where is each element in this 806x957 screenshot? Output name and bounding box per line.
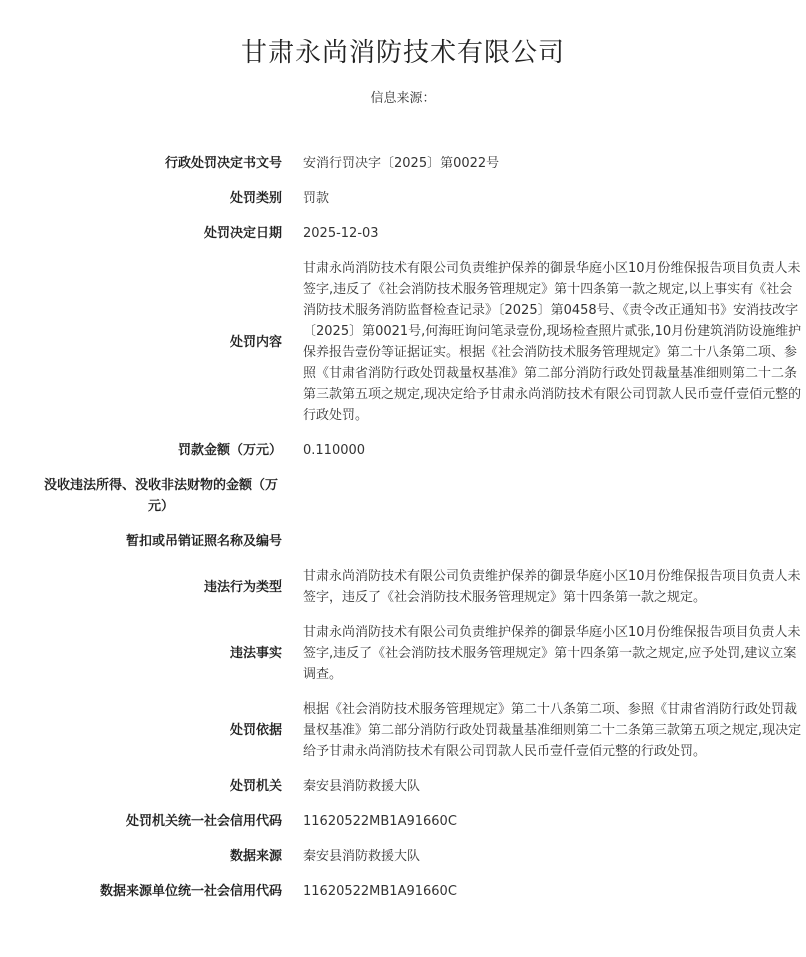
- field-value: 秦安县消防救援大队: [303, 779, 421, 794]
- field-value: 11620522MB1A91660C: [303, 814, 457, 829]
- field-value: 根据《社会消防技术服务管理规定》第二十八条第二项、参照《甘肃省消防行政处罚裁量权基准》第二部分消防行政处罚裁量基准细则第二十二条第三款第五项之规定,现决定给予甘肃永尚消防技术有限公司罚款人民币壹仟壹佰元整的行政处罚。: [303, 702, 802, 759]
- field-penalty-type: [0, 181, 806, 216]
- field-authority-credit-code: [0, 804, 806, 839]
- field-value: 2025-12-03: [303, 226, 379, 241]
- field-value: 甘肃永尚消防技术有限公司负责维护保养的御景华庭小区10月份维保报告项目负责人未签字,违反了《社会消防技术服务管理规定》第十四条第一款之规定,应予处罚,建议立案调查。: [303, 625, 801, 682]
- field-penalty-authority: [0, 769, 806, 804]
- field-value: 安消行罚决字〔2025〕第0022号: [303, 156, 500, 171]
- field-fine-amount: [0, 433, 806, 468]
- page-title: 甘肃永尚消防技术有限公司: [240, 38, 565, 68]
- field-violation-facts: [0, 615, 806, 692]
- field-label: 行政处罚决定书文号: [164, 156, 282, 171]
- record-fields: [0, 146, 806, 909]
- field-decision-number: [0, 146, 806, 181]
- field-penalty-content: [0, 251, 806, 433]
- field-penalty-basis: [0, 692, 806, 769]
- field-violation-type: [0, 559, 806, 615]
- field-label: 违法行为类型: [203, 579, 282, 595]
- field-license-revocation: [0, 524, 806, 559]
- field-value: 0.110000: [303, 443, 366, 458]
- field-label: 没收违法所得、没收非法财物的金额（万元）: [43, 478, 278, 514]
- field-value: 罚款: [303, 191, 330, 206]
- field-label: 处罚类别: [229, 191, 282, 206]
- field-value: 11620522MB1A91660C: [303, 884, 457, 899]
- field-value: 甘肃永尚消防技术有限公司负责维护保养的御景华庭小区10月份维保报告项目负责人未签字,违反了《社会消防技术服务管理规定》第十四条第一款之规定,以上事实有《社会消防技术服务消防监督检查记录》〔2025〕第0458号、《责令改正通知书》安消技改字〔2025〕第0021号,何海旺询问笔录壹份,现场检查照片贰张,10月份建筑消防设施维护保养报告壹份等证据证实。根据《社会消防技术服务管理规定》第二十八条第二项、参照《甘肃省消防行政处罚裁量权基准》第二部分消防行政处罚裁量基准细则第二十二条第三款第五项之规定,现决定给予甘肃永尚消防技术有限公司罚款人民币壹仟壹佰元整的行政处罚。: [303, 261, 802, 423]
- field-label: 处罚机关统一社会信用代码: [125, 814, 282, 829]
- field-label: 数据来源: [229, 849, 282, 864]
- field-label: 暂扣或吊销证照名称及编号: [125, 534, 282, 549]
- field-label: 处罚决定日期: [203, 226, 282, 241]
- field-label: 罚款金额（万元）: [177, 443, 282, 458]
- field-value: 秦安县消防救援大队: [303, 849, 421, 864]
- field-label: 数据来源单位统一社会信用代码: [99, 884, 282, 899]
- field-source-credit-code: [0, 874, 806, 909]
- field-value: 甘肃永尚消防技术有限公司负责维护保养的御景华庭小区10月份维保报告项目负责人未签字，违反了《社会消防技术服务管理规定》第十四条第一款之规定。: [303, 569, 801, 605]
- info-source: 信息来源：: [370, 91, 436, 106]
- field-decision-date: [0, 216, 806, 251]
- field-confiscation-amount: [0, 468, 806, 524]
- field-label: 违法事实: [229, 646, 282, 661]
- field-data-source: [0, 839, 806, 874]
- field-label: 处罚机关: [229, 779, 282, 794]
- field-label: 处罚依据: [229, 723, 282, 738]
- field-label: 处罚内容: [229, 334, 282, 350]
